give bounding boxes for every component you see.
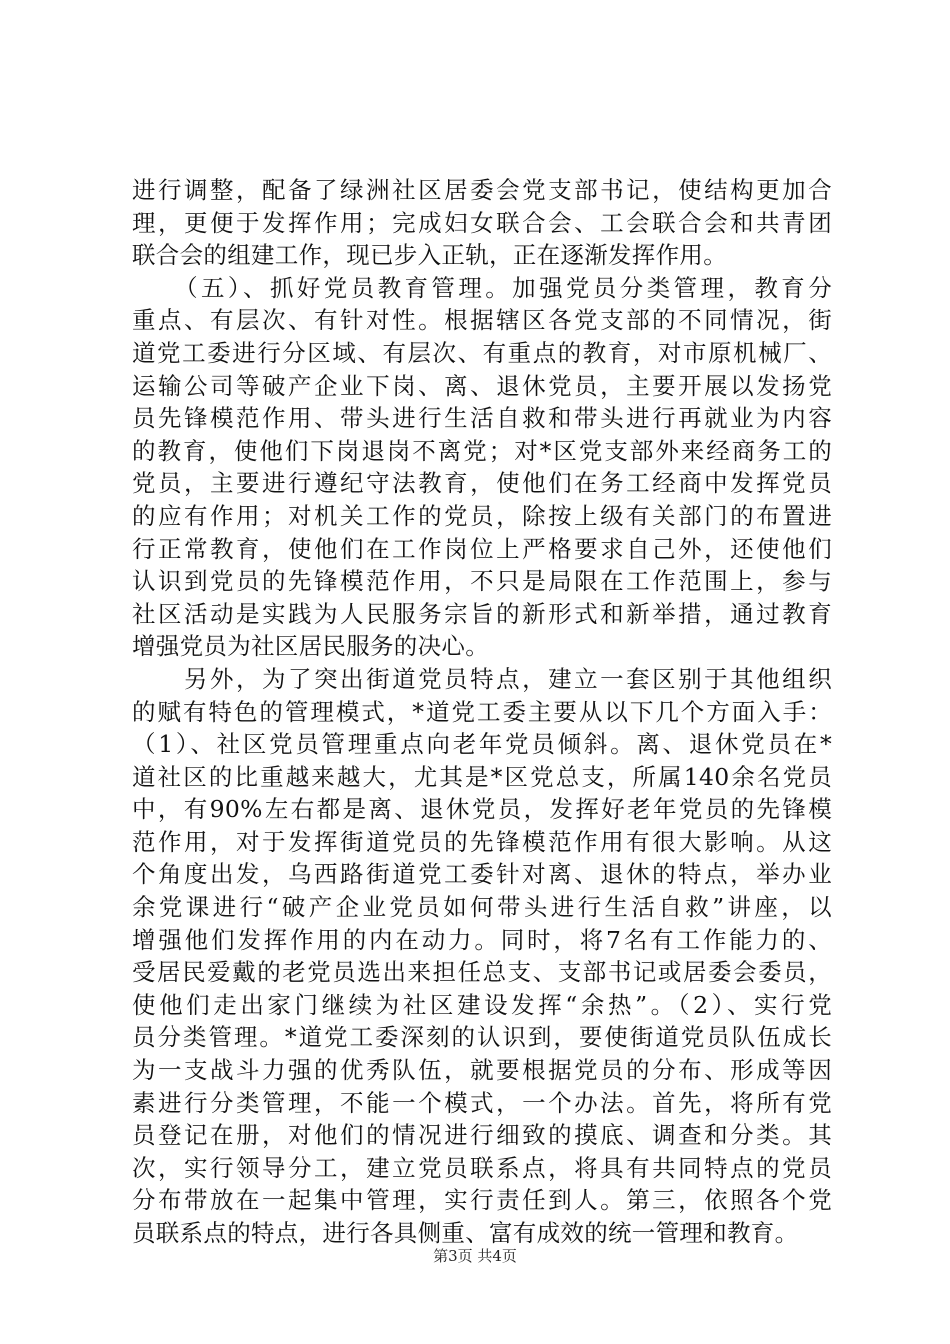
text-line: 社区活动是实践为人民服务宗旨的新形式和新举措，通过教育 xyxy=(132,599,832,628)
text-line: 中，有90%左右都是离、退休党员，发挥好老年党员的先锋模 xyxy=(132,795,832,824)
text-line: 的赋有特色的管理模式，*道党工委主要从以下几个方面入手： xyxy=(132,697,832,726)
text-line: 素进行分类管理，不能一个模式，一个办法。首先，将所有党 xyxy=(132,1088,832,1117)
text-line: 党员，主要进行遵纪守法教育，使他们在务工经商中发挥党员 xyxy=(132,469,832,498)
text-line: （1）、社区党员管理重点向老年党员倾斜。离、退休党员在* xyxy=(132,730,832,759)
text-line: 受居民爱戴的老党员选出来担任总支、支部书记或居委会委员， xyxy=(132,958,832,987)
page-footer: 第3页 共4页 xyxy=(433,1247,517,1265)
text-line: 另外，为了突出街道党员特点，建立一套区别于其他组织 xyxy=(132,664,832,693)
text-line: 认识到党员的先锋模范作用，不只是局限在工作范围上，参与 xyxy=(132,567,832,596)
text-line: 道党工委进行分区域、有层次、有重点的教育，对市原机械厂、 xyxy=(132,338,832,367)
text-line: （五）、抓好党员教育管理。加强党员分类管理，教育分 xyxy=(132,273,832,302)
text-line: 范作用，对于发挥街道党员的先锋模范作用有很大影响。从这 xyxy=(132,827,832,856)
text-line: 员先锋模范作用、带头进行生活自救和带头进行再就业为内容 xyxy=(132,404,832,433)
text-line: 次，实行领导分工，建立党员联系点，将具有共同特点的党员 xyxy=(132,1153,832,1182)
text-line: 员分类管理。*道党工委深刻的认识到，要使街道党员队伍成长 xyxy=(132,1023,832,1052)
text-line: 联合会的组建工作，现已步入正轨，正在逐渐发挥作用。 xyxy=(132,241,727,270)
body-text xyxy=(132,174,832,1250)
text-line: 增强他们发挥作用的内在动力。同时，将7名有工作能力的、 xyxy=(132,925,832,954)
text-line: 使他们走出家门继续为社区建设发挥“余热”。（2）、实行党 xyxy=(132,990,832,1019)
text-line: 余党课进行“破产企业党员如何带头进行生活自救”讲座，以 xyxy=(132,893,832,922)
text-line: 增强党员为社区居民服务的决心。 xyxy=(132,632,489,661)
text-line: 行正常教育，使他们在工作岗位上严格要求自己外，还使他们 xyxy=(132,534,832,563)
text-line: 员登记在册，对他们的情况进行细致的摸底、调查和分类。其 xyxy=(132,1121,832,1150)
text-line: 个角度出发，乌西路街道党工委针对离、退休的特点，举办业 xyxy=(132,860,832,889)
text-line: 进行调整，配备了绿洲社区居委会党支部书记，使结构更加合 xyxy=(132,176,832,204)
text-line: 理，更便于发挥作用；完成妇女联合会、工会联合会和共青团 xyxy=(132,208,832,237)
text-line: 道社区的比重越来越大，尤其是*区党总支，所属140余名党员 xyxy=(132,762,832,791)
text-line: 员联系点的特点，进行各具侧重、富有成效的统一管理和教育。 xyxy=(132,1219,799,1247)
text-line: 的应有作用；对机关工作的党员，除按上级有关部门的布置进 xyxy=(132,501,832,530)
text-line: 重点、有层次、有针对性。根据辖区各党支部的不同情况，街 xyxy=(132,306,832,335)
text-line: 为一支战斗力强的优秀队伍，就要根据党员的分布、形成等因 xyxy=(132,1056,832,1085)
text-line: 分布带放在一起集中管理，实行责任到人。第三，依照各个党 xyxy=(132,1186,832,1215)
text-line: 运输公司等破产企业下岗、离、退休党员，主要开展以发扬党 xyxy=(132,371,832,400)
text-line: 的教育，使他们下岗退岗不离党；对*区党支部外来经商务工的 xyxy=(132,436,832,465)
